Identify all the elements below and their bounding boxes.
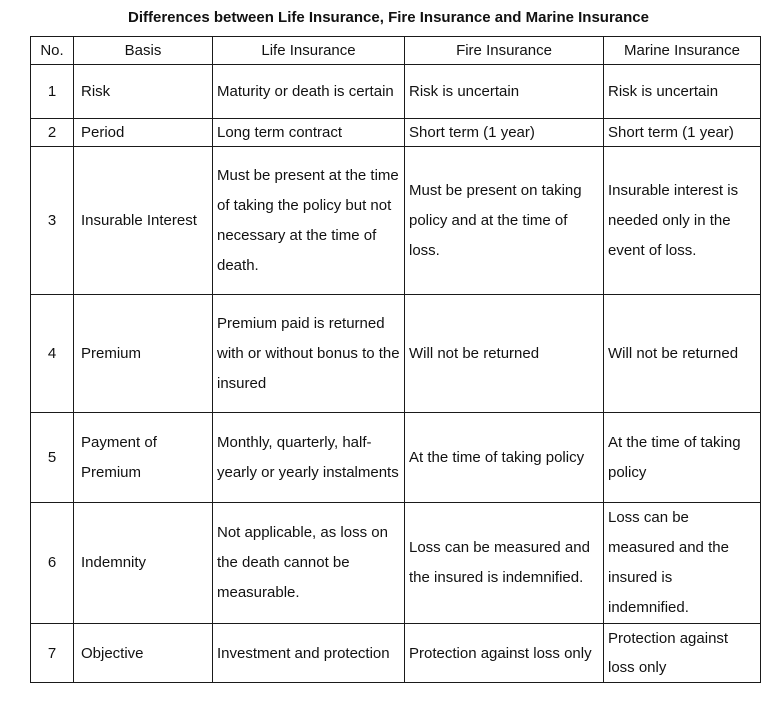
header-row: [31, 37, 761, 65]
table-title: Differences between Life Insurance, Fire Insurance and Marine Insurance: [127, 9, 649, 26]
cell-no: 7: [31, 624, 74, 683]
cell-marine: Protection against loss only: [604, 624, 761, 683]
cell-no: 6: [31, 503, 74, 624]
cell-basis: Period: [74, 119, 213, 147]
cell-life: Maturity or death is certain: [213, 65, 405, 119]
cell-basis: Risk: [74, 65, 213, 119]
table-row: [31, 624, 761, 683]
cell-marine: Risk is uncertain: [604, 65, 761, 119]
header-life-insurance: Life Insurance: [213, 37, 405, 65]
cell-no: 4: [31, 295, 74, 413]
table-row: [31, 503, 761, 624]
cell-no: 3: [31, 147, 74, 295]
cell-no: 1: [31, 65, 74, 119]
cell-marine: Will not be returned: [604, 295, 761, 413]
header-marine-insurance: Marine Insurance: [604, 37, 761, 65]
cell-life: Investment and protection: [213, 624, 405, 683]
table-row: [31, 147, 761, 295]
header-fire-insurance: Fire Insurance: [405, 37, 604, 65]
cell-basis: Objective: [74, 624, 213, 683]
cell-life: Must be present at the time of taking the policy but not necessary at the time of death.: [213, 147, 405, 295]
table-row: [31, 413, 761, 503]
cell-life: Monthly, quarterly, half-yearly or yearly instalments: [213, 413, 405, 503]
cell-basis: Insurable Interest: [74, 147, 213, 295]
header-no: No.: [31, 37, 74, 65]
cell-no: 2: [31, 119, 74, 147]
cell-life: Not applicable, as loss on the death cannot be measurable.: [213, 503, 405, 624]
cell-marine: Insurable interest is needed only in the event of loss.: [604, 147, 761, 295]
cell-marine: Short term (1 year): [604, 119, 761, 147]
cell-basis: Indemnity: [74, 503, 213, 624]
cell-fire: Loss can be measured and the insured is indemnified.: [405, 503, 604, 624]
table-row: [31, 65, 761, 119]
cell-fire: Must be present on taking policy and at the time of loss.: [405, 147, 604, 295]
cell-fire: At the time of taking policy: [405, 413, 604, 503]
cell-basis: Premium: [74, 295, 213, 413]
cell-life: Long term contract: [213, 119, 405, 147]
table-row: [31, 295, 761, 413]
cell-fire: Short term (1 year): [405, 119, 604, 147]
table-row: [31, 119, 761, 147]
cell-marine: Loss can be measured and the insured is indemnified.: [604, 503, 761, 624]
cell-fire: Will not be returned: [405, 295, 604, 413]
cell-basis: Payment of Premium: [74, 413, 213, 503]
cell-fire: Risk is uncertain: [405, 65, 604, 119]
comparison-table: [30, 36, 761, 683]
cell-marine: At the time of taking policy: [604, 413, 761, 503]
cell-no: 5: [31, 413, 74, 503]
header-basis: Basis: [74, 37, 213, 65]
cell-life: Premium paid is returned with or without bonus to the insured: [213, 295, 405, 413]
cell-fire: Protection against loss only: [405, 624, 604, 683]
